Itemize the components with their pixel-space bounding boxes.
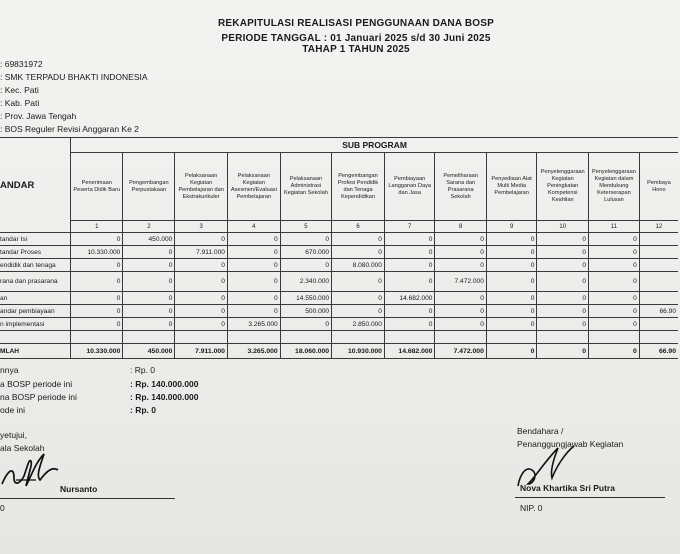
column-header: Penyelenggaraan Kegiatan dalam Mendukung Keterserapan Lulusan	[589, 153, 640, 221]
table-cell: 14.550.000	[280, 292, 331, 305]
table-cell: 0	[486, 305, 537, 318]
table-cell: 0	[537, 305, 589, 318]
realization-table	[0, 137, 678, 359]
table-cell: 670.000	[280, 246, 331, 259]
column-header: Pembiayaan Langganan Daya dan Jasa	[384, 153, 434, 221]
column-index: 6	[332, 221, 385, 233]
table-row	[0, 259, 678, 272]
table-cell: 0	[384, 318, 434, 331]
table-cell: 0	[227, 272, 280, 292]
treasurer-signature-line	[515, 497, 665, 498]
column-header: Pengembangan Profesi Pendidik dan Tenaga Kependidikan	[332, 153, 385, 221]
table-cell: 0	[71, 272, 123, 292]
info-district: : Kec. Pati	[0, 85, 39, 95]
row-label: endidik dan tenaga	[0, 259, 71, 272]
table-cell: 2.340.000	[280, 272, 331, 292]
column-index: 12	[639, 221, 678, 233]
table-cell: 0	[589, 259, 640, 272]
table-cell: 0	[280, 318, 331, 331]
row-label: n implementasi	[0, 318, 71, 331]
table-cell: 0	[227, 259, 280, 272]
column-header: Pengembangan Perpustakaan	[123, 153, 175, 221]
table-row	[0, 233, 678, 246]
table-cell: 0	[589, 292, 640, 305]
column-header: Pembaya Hono	[639, 153, 678, 221]
table-cell: 0	[435, 233, 486, 246]
table-row	[0, 292, 678, 305]
row-label: an	[0, 292, 71, 305]
table-cell: 0	[175, 259, 228, 272]
table-cell: 0	[123, 292, 175, 305]
table-cell: 2.850.000	[332, 318, 385, 331]
table-cell: 0	[435, 246, 486, 259]
principal-signature-line	[0, 498, 175, 499]
table-cell: 8.080.000	[332, 259, 385, 272]
table-cell	[639, 292, 678, 305]
table-cell: 0	[123, 246, 175, 259]
table-cell: 0	[71, 305, 123, 318]
total-cell: 18.060.000	[280, 344, 331, 359]
column-header: Pemeliharaan Sarana dan Prasarana Sekolah	[435, 153, 486, 221]
column-index-row	[0, 221, 678, 233]
table-cell: 0	[71, 318, 123, 331]
table-cell: 0	[384, 233, 434, 246]
column-header: Pelaksanaan Kegiatan Pembelajaran dan Ekstrakurikuler	[175, 153, 228, 221]
column-index: 5	[280, 221, 331, 233]
table-cell: 0	[280, 233, 331, 246]
info-fund-source: : BOS Reguler Revisi Anggaran Ke 2	[0, 124, 139, 134]
info-province: : Prov. Jawa Tengah	[0, 111, 77, 121]
table-row	[0, 272, 678, 292]
total-cell: 3.265.000	[227, 344, 280, 359]
column-index: 2	[123, 221, 175, 233]
table-cell: 0	[435, 259, 486, 272]
treasurer-nip: NIP. 0	[520, 503, 543, 513]
row-label: tandar Isi	[0, 233, 71, 246]
principal-name: Nursanto	[60, 484, 98, 494]
table-cell	[639, 233, 678, 246]
row-label: rana dan prasarana	[0, 272, 71, 292]
principal-nip: 0	[0, 503, 5, 513]
table-cell: 0	[332, 305, 385, 318]
table-cell: 0	[384, 305, 434, 318]
table-cell: 0	[486, 272, 537, 292]
summary-value: : Rp. 140.000.000	[130, 392, 199, 402]
report-period: PERIODE TANGGAL : 01 Januari 2025 s/d 30 Juni 2025	[221, 33, 491, 44]
table-cell: 0	[537, 292, 589, 305]
column-index: 4	[227, 221, 280, 233]
table-cell: 0	[332, 292, 385, 305]
table-cell: 0	[589, 233, 640, 246]
table-cell: 450.000	[123, 233, 175, 246]
table-cell: 0	[175, 272, 228, 292]
table-cell: 0	[123, 272, 175, 292]
table-cell: 0	[175, 305, 228, 318]
table-cell: 0	[384, 246, 434, 259]
total-cell: 0	[589, 344, 640, 359]
total-cell: 0	[486, 344, 537, 359]
table-cell: 0	[537, 246, 589, 259]
row-label: andar pembiayaan	[0, 305, 71, 318]
summary-label: a BOSP periode ini	[0, 379, 73, 389]
column-header: Pelaksanaan Kegiatan Asesmen/Evaluasi Pembelajaran	[227, 153, 280, 221]
summary-label: na BOSP periode ini	[0, 392, 77, 402]
table-cell: 0	[332, 246, 385, 259]
table-cell: 0	[589, 272, 640, 292]
spacer-row	[0, 331, 678, 344]
column-index: 7	[384, 221, 434, 233]
table-cell: 0	[227, 233, 280, 246]
table-cell: 0	[332, 272, 385, 292]
table-cell: 0	[175, 292, 228, 305]
info-npsn: : 69831972	[0, 59, 43, 69]
table-cell: 0	[280, 259, 331, 272]
table-row	[0, 305, 678, 318]
table-cell	[639, 272, 678, 292]
row-label: tandar Proses	[0, 246, 71, 259]
summary-value: : Rp. 0	[130, 365, 156, 375]
row-header-label: ANDAR	[0, 138, 71, 233]
table-cell: 0	[71, 292, 123, 305]
table-cell: 0	[71, 259, 123, 272]
report-title: REKAPITULASI REALISASI PENGGUNAAN DANA BOSP	[217, 18, 495, 29]
table-cell: 0	[486, 233, 537, 246]
column-index: 11	[589, 221, 640, 233]
total-cell: 0	[537, 344, 589, 359]
summary-value: : Rp. 140.000.000	[130, 379, 199, 389]
table-cell: 0	[435, 292, 486, 305]
table-cell: 0	[123, 318, 175, 331]
table-cell: 66.90	[639, 305, 678, 318]
table-cell: 0	[537, 233, 589, 246]
table-cell: 0	[384, 259, 434, 272]
table-cell: 0	[227, 292, 280, 305]
table-cell: 0	[486, 292, 537, 305]
table-row	[0, 318, 678, 331]
summary-label: nnya	[0, 365, 19, 375]
treasurer-label: Bendahara /	[517, 426, 564, 436]
table-cell: 0	[384, 272, 434, 292]
table-cell: 0	[537, 318, 589, 331]
table-cell	[639, 259, 678, 272]
table-cell: 0	[486, 246, 537, 259]
info-school-name: : SMK TERPADU BHAKTI INDONESIA	[0, 72, 148, 82]
table-cell: 0	[71, 233, 123, 246]
total-row	[0, 344, 678, 359]
treasurer-name: Nova Khartika Sri Putra	[520, 483, 615, 493]
total-cell: 450.000	[123, 344, 175, 359]
table-cell: 0	[123, 259, 175, 272]
table-cell	[639, 318, 678, 331]
table-cell: 0	[486, 259, 537, 272]
column-index: 8	[435, 221, 486, 233]
column-index: 1	[71, 221, 123, 233]
column-index: 9	[486, 221, 537, 233]
table-cell: 0	[589, 246, 640, 259]
principal-title: ala Sekolah	[0, 443, 45, 453]
table-cell: 10.330.000	[71, 246, 123, 259]
table-cell: 0	[589, 305, 640, 318]
table-row	[0, 246, 678, 259]
table-cell: 0	[537, 272, 589, 292]
table-cell: 0	[435, 318, 486, 331]
total-cell: 14.682.000	[384, 344, 434, 359]
table-cell: 0	[435, 305, 486, 318]
total-cell: 10.330.000	[71, 344, 123, 359]
table-cell: 0	[332, 233, 385, 246]
column-index: 3	[175, 221, 228, 233]
table-cell: 7.911.000	[175, 246, 228, 259]
table-cell: 0	[175, 233, 228, 246]
table-cell: 14.682.000	[384, 292, 434, 305]
column-header: Penyediaan Alat Multi Media Pembelajaran	[486, 153, 537, 221]
info-regency: : Kab. Pati	[0, 98, 40, 108]
table-cell: 0	[123, 305, 175, 318]
table-cell: 7.472.000	[435, 272, 486, 292]
column-index: 10	[537, 221, 589, 233]
column-header: Penerimaan Peserta Didik Baru	[71, 153, 123, 221]
total-cell: 66.90	[639, 344, 678, 359]
summary-value: : Rp. 0	[130, 405, 156, 415]
report-stage: TAHAP 1 TAHUN 2025	[302, 44, 410, 55]
total-cell: 10.930.000	[332, 344, 385, 359]
table-cell: 0	[486, 318, 537, 331]
summary-label: ode ini	[0, 405, 26, 415]
table-cell: 0	[537, 259, 589, 272]
column-header-row	[0, 153, 678, 221]
table-cell: 500.000	[280, 305, 331, 318]
total-cell: 7.911.000	[175, 344, 228, 359]
column-header: Pelaksanaan Administrasi Kegiatan Sekolah	[280, 153, 331, 221]
table-cell: 3.265.000	[227, 318, 280, 331]
treasurer-title: Penanggungjawab Kegiatan	[517, 439, 624, 449]
sub-program-header: SUB PROGRAM	[71, 138, 678, 153]
table-cell: 0	[175, 318, 228, 331]
total-cell: 7.472.000	[435, 344, 486, 359]
table-cell: 0	[227, 305, 280, 318]
table-cell	[639, 246, 678, 259]
column-header: Penyelenggaraan Kegiatan Peningkatan Kompetensi Keahlian	[537, 153, 589, 221]
total-label: MLAH	[0, 344, 71, 359]
table-cell: 0	[589, 318, 640, 331]
table-cell: 0	[227, 246, 280, 259]
approval-label: yetujui,	[0, 430, 27, 440]
